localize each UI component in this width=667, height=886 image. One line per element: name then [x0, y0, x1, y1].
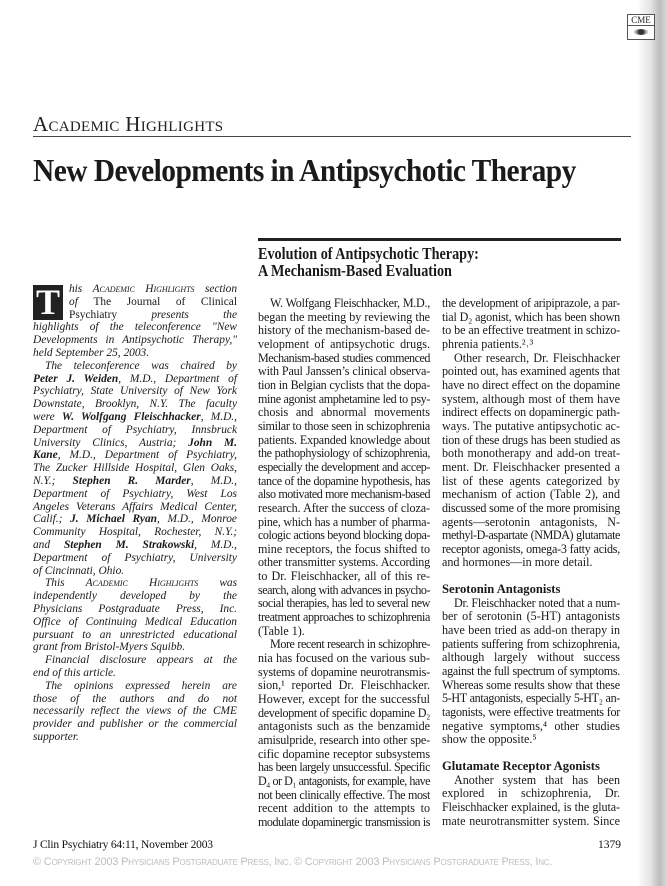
text-line: Community Hospital, Rochester, N.Y.;: [33, 526, 237, 539]
text-line: mine receptors, the focus shifted to: [258, 541, 430, 556]
text-segment: John M.: [188, 436, 237, 449]
text-line: treatment approaches to schizophrenia: [258, 610, 430, 625]
text-line: list of these agents categorized by: [442, 473, 620, 488]
text-line: velopment of antipsychotic drugs.: [258, 336, 430, 351]
paragraph: [442, 597, 620, 747]
page-number: 1379: [598, 839, 621, 851]
text-line: search, along with advances in psycho-: [258, 582, 430, 597]
text-line: [33, 437, 237, 450]
text-line: [33, 513, 237, 526]
text-line: nia has focused on the various sub-: [258, 651, 430, 666]
text-line: Department of Psychiatry, Innsbruck: [33, 423, 237, 436]
text-segment: J. Michael Ryan: [70, 513, 157, 526]
text-line: Downstate, Brooklyn, N.Y. The faculty: [33, 398, 237, 411]
text-line: highlights of the teleconference "New: [33, 321, 237, 334]
section-heading: [258, 245, 479, 279]
text-line: [69, 283, 237, 296]
text-segment: N.Y.;: [33, 474, 73, 487]
text-line: has been largely unsuccessful. Specific: [258, 760, 430, 775]
text-line: receptor agonists, omega-3 fatty acids,: [442, 541, 620, 556]
text-line: [33, 475, 237, 488]
article-column-1: [258, 297, 430, 830]
text-line: D₄ or D₁ antagonists, for example, have: [258, 773, 430, 788]
text-line: Developments in Antipsychotic Therapy,": [33, 334, 237, 347]
text-line: although largely without success: [442, 650, 620, 665]
paragraph: [33, 654, 237, 680]
text-line: those of the authors and do not: [33, 692, 237, 705]
text-line: patients. Expanded knowledge about: [258, 432, 430, 447]
cme-badge-label: CME: [628, 15, 654, 26]
text-segment: Stephen M. Strakowski: [63, 538, 195, 551]
paragraph: [33, 680, 237, 744]
text-line: similar to those seen in schizophrenia: [258, 418, 430, 433]
text-line: negative symptoms,⁴ other studies: [442, 718, 620, 733]
section-label: Academic Highlights: [33, 112, 224, 136]
section-divider: [258, 238, 621, 241]
text-line: Whereas some results show that these: [442, 677, 620, 692]
drop-cap: T: [33, 285, 63, 320]
text-line: cific dopamine receptor subsystems: [258, 746, 430, 761]
paragraph: [33, 577, 237, 654]
text-line: show the opposite.⁵: [442, 732, 537, 747]
text-line: [33, 577, 237, 590]
text-line: Financial disclosure appears at the: [45, 654, 237, 667]
subsection-heading: Glutamate Receptor Agonists: [442, 759, 600, 773]
text-segment: W. Wolfgang Fleischhacker: [61, 410, 201, 423]
text-line: of Cincinnati, Ohio.: [33, 564, 125, 577]
text-line: More recent research in schizophre-: [270, 637, 430, 652]
text-line: and hormones—in more detail.: [442, 555, 593, 570]
text-line: amisulpride, research into other spe-: [258, 733, 430, 747]
paragraph: [442, 774, 620, 829]
article-column-2: [442, 297, 620, 828]
text-line: development of specific dopamine D₂: [258, 705, 430, 720]
text-line: supporter.: [33, 730, 79, 743]
text-segment: Academic Highlights: [92, 283, 195, 295]
text-line: agents—serotonin antagonists, N-: [442, 514, 620, 529]
text-line: discussed some of the more promising: [442, 500, 620, 515]
text-line: ways. The putative antipsychotic ac-: [442, 418, 620, 433]
text-line: [69, 296, 237, 309]
text-segment: Kane: [33, 449, 58, 462]
text-line: tion in Belgian cyclists that the dopa-: [258, 377, 430, 392]
text-line: held September 25, 2003.: [33, 346, 150, 359]
text-line: research. After the success of cloza-: [258, 500, 430, 515]
text-line: antagonists such as the benzamide: [258, 719, 430, 734]
text-line: not been clinically effective. The most: [258, 787, 430, 802]
text-line: also motivated more mechanism-based: [258, 487, 430, 502]
text-segment: This: [45, 577, 86, 590]
paragraph: [442, 352, 620, 571]
text-line: both monotherapy and add-on treat-: [442, 446, 620, 461]
text-line: indirect effects on dopaminergic path-: [442, 405, 620, 420]
text-line: 5-HT antagonists, especially 5-HT₂ an-: [442, 691, 620, 706]
paragraph: [258, 297, 430, 638]
text-segment: , M.D.,: [190, 474, 237, 487]
text-line: cologic actions beyond blocking dopa-: [258, 528, 430, 543]
copyright-watermark: © Copyright 2003 Physicians Postgraduate Press, Inc. © Copyright 2003 Physicians Postgraduate Press, Inc.: [33, 856, 553, 868]
text-line: provider and publisher or the commercial: [33, 718, 237, 731]
text-line: [33, 411, 237, 424]
text-line: tial D₂ agonist, which has been shown: [442, 309, 620, 324]
text-segment: , M.D., Monroe: [156, 513, 237, 526]
text-line: (Table 1).: [258, 623, 305, 638]
text-line: began the meeting by reviewing the: [258, 309, 430, 324]
text-line: mechanism of action (Table 2), and: [442, 487, 620, 502]
text-segment: were: [33, 410, 62, 423]
text-line: other transmitter systems. According: [258, 555, 430, 570]
text-line: pointed out, has examined agents that: [442, 364, 620, 379]
text-line: The teleconference was chaired by: [45, 359, 237, 372]
text-line: Department of Psychiatry, West Los: [33, 487, 237, 500]
text-segment: his: [69, 283, 93, 295]
text-line: Angeles Veterans Affairs Medical Center,: [33, 500, 237, 513]
text-segment: Calif.;: [33, 513, 71, 526]
text-segment: Psychiatry: [69, 308, 118, 321]
text-line: [33, 449, 237, 462]
text-segment: University Clinics, Austria;: [33, 436, 189, 449]
text-line: Another system that has been: [454, 772, 620, 787]
section-heading-line: A Mechanism-Based Evaluation: [258, 261, 452, 280]
text-line: necessarily reflect the views of the CME: [33, 705, 237, 718]
eye-icon: [634, 29, 648, 35]
text-line: have been tried as add-on therapy in: [442, 623, 620, 638]
text-line: the development of aripiprazole, a par-: [442, 296, 620, 310]
text-line: [33, 373, 237, 386]
text-line: sion,¹ reported Dr. Fleischhacker.: [258, 678, 430, 693]
text-line: However, except for the successful: [258, 692, 430, 707]
text-line: against the full spectrum of symptoms.: [442, 664, 620, 679]
text-line: recent addition to the attempts to: [258, 801, 430, 816]
text-segment: was: [198, 577, 237, 590]
text-line: patients suffering from schizophrenia,: [442, 636, 620, 651]
text-line: Mechanism-based studies commenced: [258, 350, 430, 365]
page-title: New Developments in Antipsychotic Therapy: [33, 152, 576, 188]
text-line: with Paul Janssen’s clinical observa-: [258, 364, 430, 379]
text-segment: , M.D.,: [194, 538, 237, 551]
section-heading-line: Evolution of Antipsychotic Therapy:: [258, 244, 479, 263]
text-segment: section: [194, 283, 237, 295]
text-line: grant from Bristol-Myers Squibb.: [33, 641, 186, 654]
text-line: The opinions expressed herein are: [45, 679, 237, 692]
text-line: modulate dopaminergic transmission is: [258, 814, 430, 829]
text-line: methyl-D-aspartate (NMDA) glutamate: [442, 528, 620, 543]
text-segment: of: [69, 295, 94, 308]
paragraph: [442, 297, 620, 352]
paragraph: [258, 638, 430, 829]
cme-badge: [627, 14, 655, 40]
page-edge-shadow: [637, 0, 667, 886]
text-line: to be an effective treatment in schizo-: [442, 323, 620, 338]
text-line: [69, 309, 237, 322]
text-line: W. Wolfgang Fleischhacker, M.D.,: [270, 296, 430, 310]
text-line: history of the mechanism-based de-: [258, 323, 430, 338]
text-segment: , M.D., Department of: [118, 372, 237, 385]
text-line: [33, 539, 237, 552]
text-line: social therapies, has led to several new: [258, 596, 430, 611]
text-line: ber of serotonin (5-HT) antagonists: [442, 609, 620, 624]
text-segment: Peter J. Weiden: [33, 372, 119, 385]
text-line: chosis and abnormal movements: [258, 405, 430, 420]
text-line: mate neurotransmitter system. Since: [442, 813, 620, 828]
text-line: tion of these drugs has been studied as: [442, 432, 620, 447]
text-line: Department of Psychiatry, University: [33, 551, 237, 564]
text-line: tagonists, were effective treatments for: [442, 705, 620, 720]
text-line: end of this article.: [33, 666, 116, 679]
text-line: ment. Dr. Fleischhacker presented a: [442, 459, 620, 474]
text-segment: Academic Highlights: [85, 577, 199, 590]
text-segment: The Journal of Clinical: [93, 295, 237, 308]
text-line: explored in schizophrenia, Dr.: [442, 786, 620, 801]
text-line: Physicians Postgraduate Press, Inc.: [33, 602, 237, 615]
paragraph: [33, 283, 237, 360]
text-line: Psychiatry, State University of New York: [33, 385, 237, 398]
text-segment: , M.D.,: [200, 410, 237, 423]
text-line: The Zucker Hillside Hospital, Glen Oaks,: [33, 462, 237, 475]
text-line: especially the development and accep-: [258, 459, 430, 474]
text-line: pursuant to an unrestricted educational: [33, 628, 237, 641]
sidebar-intro: [33, 283, 237, 744]
text-line: Dr. Fleischhacker noted that a num-: [454, 595, 620, 610]
journal-citation: J Clin Psychiatry 64:11, November 2003: [33, 839, 213, 851]
text-segment: presents the: [117, 308, 237, 321]
text-line: mine agonist amphetamine led to psy-: [258, 391, 430, 406]
text-segment: and: [33, 538, 64, 551]
text-line: to Dr. Fleischhacker, all of this re-: [258, 569, 430, 584]
text-line: system, although most of them have: [442, 391, 620, 406]
text-line: have no direct effect on the dopamine: [442, 377, 620, 392]
header-divider: [33, 136, 631, 137]
text-line: the pathophysiology of schizophrenia,: [258, 446, 430, 461]
paragraph: [33, 360, 237, 578]
subsection-heading: Serotonin Antagonists: [442, 582, 561, 597]
text-line: Fleischhacker explained, is the gluta-: [442, 799, 620, 814]
text-line: Office of Continuing Medical Education: [33, 615, 237, 628]
text-segment: , M.D., Department of Psychiatry,: [57, 449, 237, 462]
text-line: systems of dopamine neurotransmis-: [258, 664, 430, 679]
text-line: pine, which has a number of pharma-: [258, 514, 430, 529]
text-line: Other research, Dr. Fleischhacker: [454, 350, 620, 365]
text-segment: Stephen R. Marder: [72, 474, 191, 487]
text-line: phrenia patients.²˒³: [442, 336, 534, 351]
text-line: independently developed by the: [33, 590, 237, 603]
text-line: tance of the dopamine hypothesis, has: [258, 473, 430, 488]
